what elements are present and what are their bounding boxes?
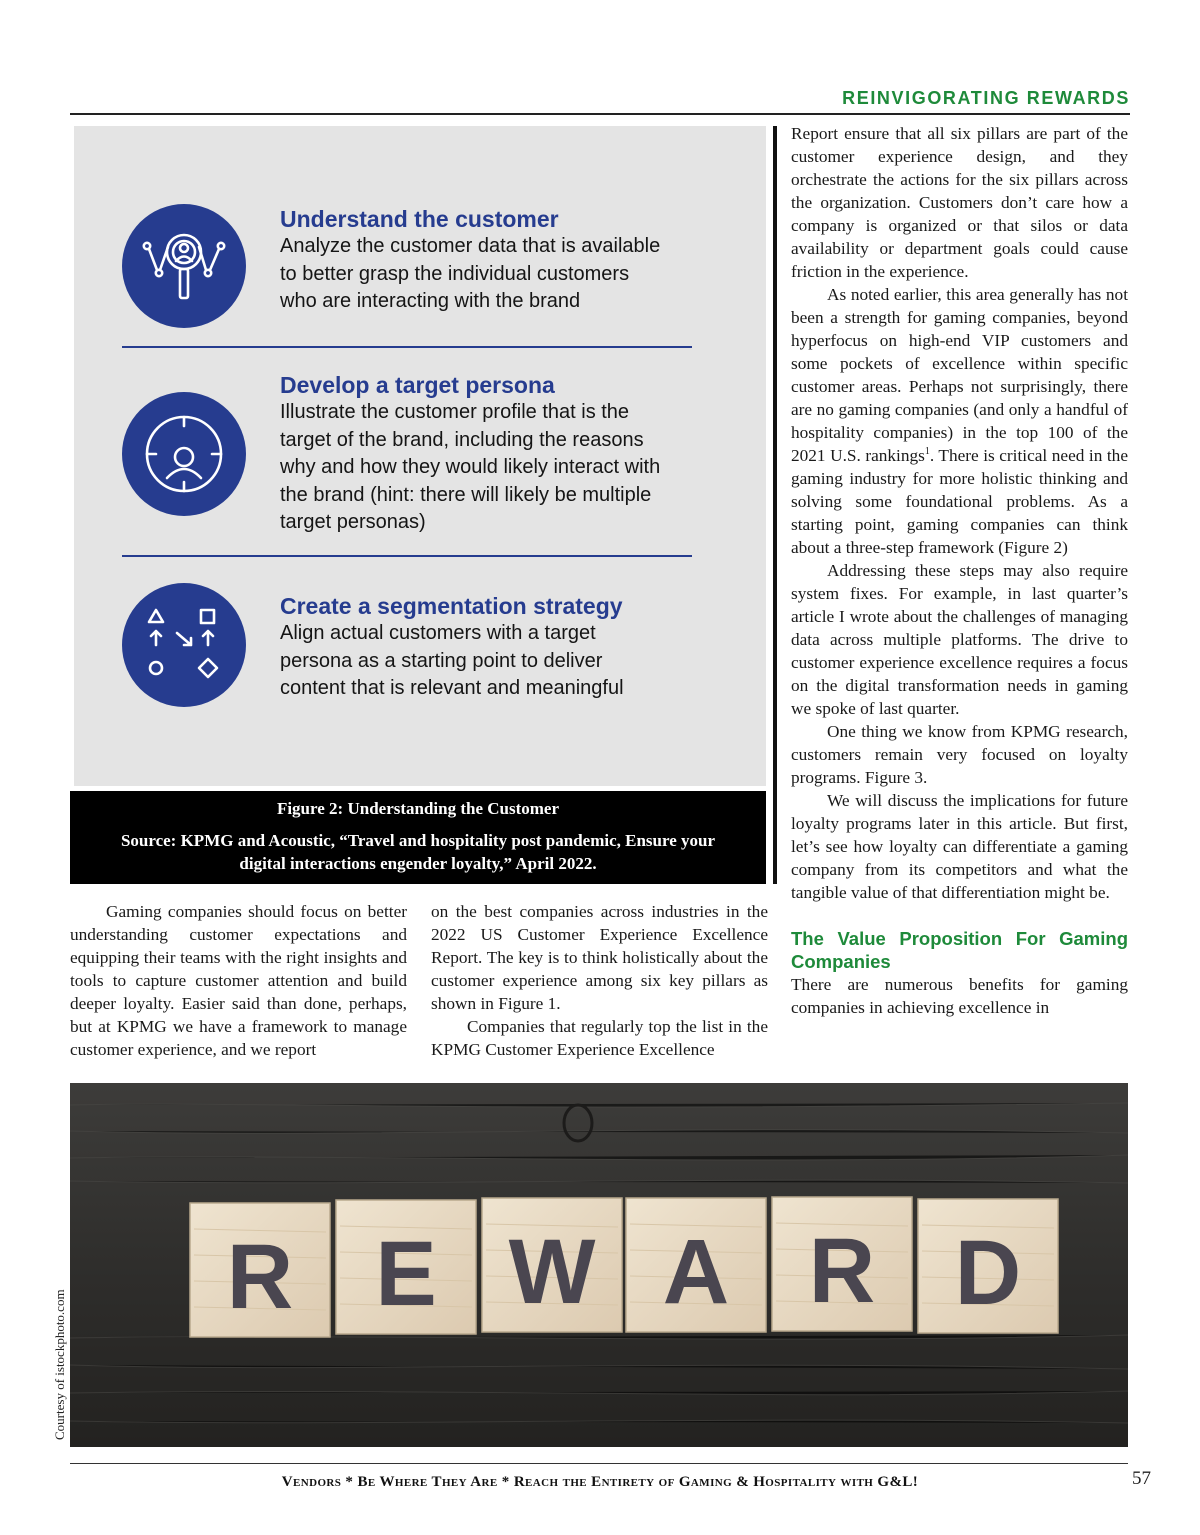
tile-letter: D xyxy=(954,1222,1022,1324)
step-1-description: Analyze the customer data that is available to better grasp the individual customers who are interacting with the brand xyxy=(280,235,661,312)
step-3-title: Create a segmentation strategy xyxy=(280,593,623,619)
section-tag: REINVIGORATING REWARDS xyxy=(842,88,1130,108)
paragraph: We will discuss the implications for future loyalty programs later in this article. But first, let’s see how loyalty can differentiate a gaming company from its competitors and what the tangible value of that differentiation might be. xyxy=(791,791,1128,902)
letter-tile xyxy=(918,1199,1058,1333)
letter-tile xyxy=(336,1200,476,1334)
paragraph: on the best companies across industries in the 2022 US Customer Experience Excellence Report. The key is to think holistically about the customer experience among six key pillars as shown in Figure 1. xyxy=(431,902,768,1013)
reward-blocks-photo xyxy=(70,1083,1128,1447)
footer-banner: Vendors * Be Where They Are * Reach the Entirety of Gaming & Hospitality with G&L! xyxy=(281,1474,919,1490)
caption-source: Source: KPMG and Acoustic, “Travel and hospitality post pandemic, Ensure your digital interactions engender loyalty,” April 2022. xyxy=(120,831,716,873)
segmentation-shapes-icon xyxy=(122,583,246,707)
letter-tile xyxy=(190,1203,330,1337)
step-2-title: Develop a target persona xyxy=(280,372,555,398)
figure-caption xyxy=(70,791,766,884)
paragraph: Companies that regularly top the list in the KPMG Customer Experience Excellence xyxy=(431,1017,768,1059)
letter-tile xyxy=(626,1198,766,1332)
body-column-3 xyxy=(791,122,1128,1019)
paragraph: Addressing these steps may also require system fixes. For example, in last quarter’s article I wrote about the challenges of managing data across multiple platforms. The drive to customer experience excellence requires a focus on the digital transformation needs in gaming we spoke of last quarter. xyxy=(791,561,1128,718)
column-rule xyxy=(773,126,777,884)
paragraph: There are numerous benefits for gaming companies in achieving excellence in xyxy=(791,975,1128,1017)
step-1-title: Understand the customer xyxy=(280,206,559,232)
tile-letter: A xyxy=(662,1221,730,1323)
tile-letter: E xyxy=(375,1223,437,1325)
paragraph: Report ensure that all six pillars are part of the customer experience design, and they orchestrate the actions for the six pillars across the organization. Customers don’t care how a company is organized or that silos or data availability or department goals could cause friction in the experience. xyxy=(791,124,1128,281)
caption-title: Figure 2: Understanding the Customer xyxy=(276,799,560,818)
tile-letter: W xyxy=(508,1221,596,1323)
header-rule xyxy=(70,113,1130,115)
letter-tile xyxy=(482,1198,622,1332)
figure-2 xyxy=(74,126,766,786)
target-person-icon xyxy=(122,392,246,516)
paragraph: Gaming companies should focus on better understanding customer expectations and equipping their teams with the right insights and tools to capture customer attention and build deeper loyalty. Easier said than done, perhaps, but at KPMG we have a framework to manage customer experience, and we report xyxy=(70,902,407,1059)
magnifier-person-icon xyxy=(122,204,246,328)
photo-credit: Courtesy of istockphoto.com xyxy=(52,1289,67,1440)
step-2-description: Illustrate the customer profile that is the target of the brand, including the reasons why and how they would likely interact with the brand (hint: there will likely be multiple target personas) xyxy=(280,401,661,533)
step-divider xyxy=(122,346,692,348)
subheading: The Value Proposition For Gaming Companies xyxy=(791,928,1128,972)
letter-tile xyxy=(772,1197,912,1331)
step-divider xyxy=(122,555,692,557)
page-number: 57 xyxy=(1132,1468,1151,1489)
tile-letter: R xyxy=(808,1220,876,1322)
body-column-1 xyxy=(70,900,407,1061)
footer-rule xyxy=(70,1463,1128,1464)
body-column-2 xyxy=(431,900,768,1061)
paragraph: One thing we know from KPMG research, customers remain very focused on loyalty programs. Figure 3. xyxy=(791,722,1128,787)
step-3-description: Align actual customers with a target persona as a starting point to deliver content that is relevant and meaningful xyxy=(280,622,624,699)
tile-letter: R xyxy=(226,1226,294,1328)
paragraph: As noted earlier, this area generally has not been a strength for gaming companies, beyond hyperfocus on high-end VIP customers and some pockets of excellence within specific customer areas. Perhaps not surprisingly, there are no gaming companies (and only a handful of hospitality companies) in the top 100 of the 2021 U.S. rankings$^1$. There is critical need in the gaming industry for more holistic thinking and solving some foundational problems. As a starting point, gaming companies can think about a three-step framework (Figure 2) xyxy=(791,285,1128,557)
